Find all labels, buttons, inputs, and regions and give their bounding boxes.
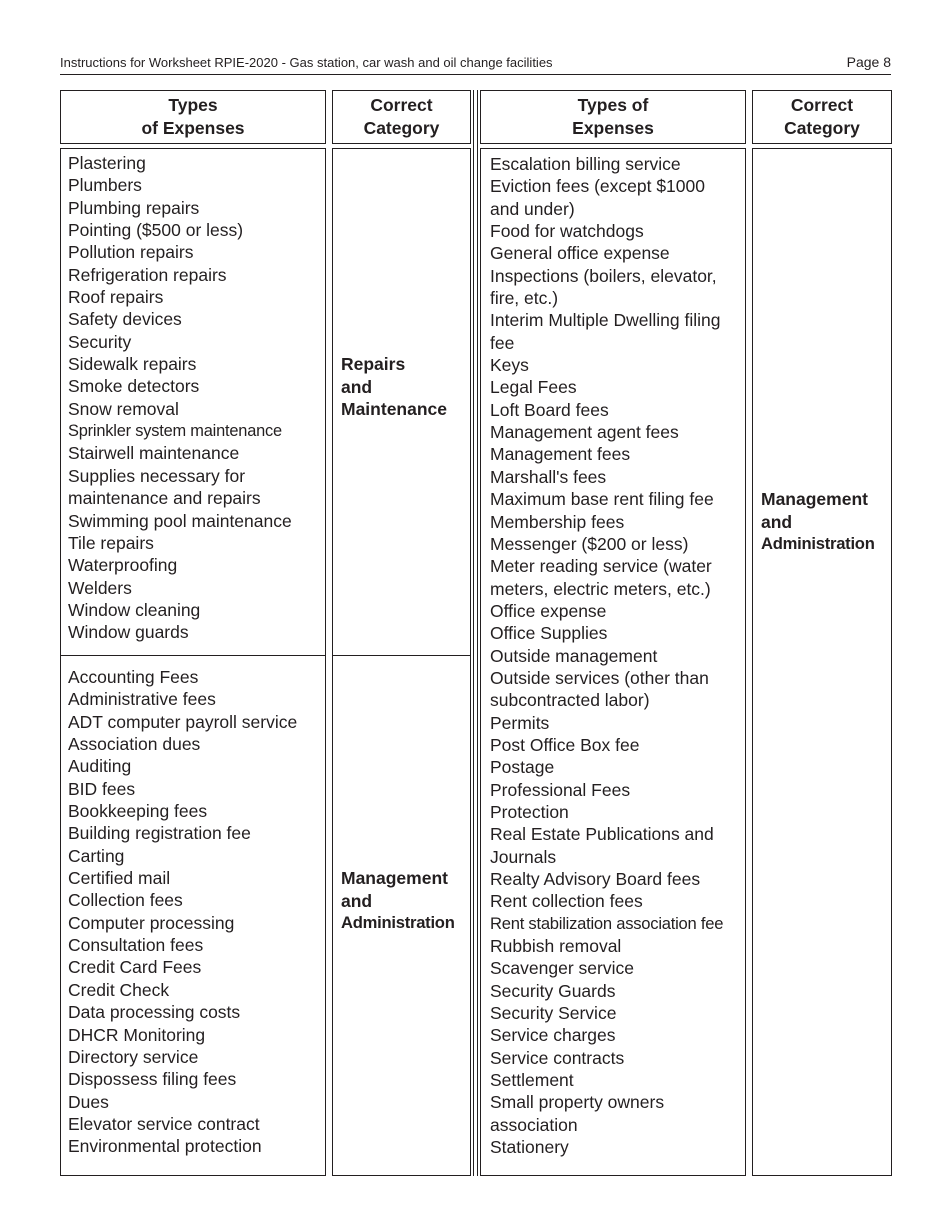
list-item: Keys xyxy=(490,355,529,376)
left-group-1-list xyxy=(68,152,292,644)
list-item: Small property owners xyxy=(490,1092,665,1113)
list-item: Office expense xyxy=(490,600,607,621)
list-item: Post Office Box fee xyxy=(490,734,640,755)
list-item: Maximum base rent filing fee xyxy=(490,489,714,510)
list-item: Journals xyxy=(490,846,557,867)
list-item: Food for watchdogs xyxy=(490,221,644,242)
list-item: Marshall's fees xyxy=(490,466,607,487)
list-item: Carting xyxy=(68,845,125,866)
list-item: Rubbish removal xyxy=(490,936,622,957)
list-item: Rent stabilization association fee xyxy=(490,913,724,933)
list-item: fee xyxy=(490,332,515,353)
list-item: maintenance and repairs xyxy=(68,488,261,509)
header-left-category: Correct Category xyxy=(332,90,471,144)
category-management-administration-right: Management and Administration xyxy=(761,489,875,553)
list-item: meters, electric meters, etc.) xyxy=(490,578,711,599)
group-divider-types xyxy=(60,655,326,656)
list-item: Plastering xyxy=(68,153,146,173)
list-item: Inspections (boilers, elevator, xyxy=(490,265,717,286)
list-item: Settlement xyxy=(490,1070,574,1091)
header-right-category: Correct Category xyxy=(752,90,892,144)
list-item: association xyxy=(490,1114,578,1135)
group-divider-category xyxy=(332,655,471,656)
list-item: Rent collection fees xyxy=(490,891,643,912)
left-category-box xyxy=(332,148,471,1176)
list-item: Security Guards xyxy=(490,980,616,1001)
list-item: Management agent fees xyxy=(490,422,679,443)
list-item: Legal Fees xyxy=(490,377,577,398)
list-item: Computer processing xyxy=(68,912,235,933)
list-item: Waterproofing xyxy=(68,555,178,576)
list-item: Credit Card Fees xyxy=(68,957,202,978)
list-item: Professional Fees xyxy=(490,779,631,800)
list-item: Refrigeration repairs xyxy=(68,264,227,285)
list-item: Credit Check xyxy=(68,979,170,1000)
list-item: Window cleaning xyxy=(68,599,201,620)
right-group-list xyxy=(490,153,723,1158)
list-item: Pollution repairs xyxy=(68,242,194,263)
list-item: Window guards xyxy=(68,622,189,643)
list-item: Service charges xyxy=(490,1025,616,1046)
list-item: Data processing costs xyxy=(68,1002,241,1023)
list-item: Accounting Fees xyxy=(68,667,199,687)
list-item: Stationery xyxy=(490,1137,569,1158)
list-item: Security xyxy=(68,331,132,352)
list-item: Sidewalk repairs xyxy=(68,354,197,375)
list-item: Dues xyxy=(68,1091,109,1112)
list-item: Stairwell maintenance xyxy=(68,443,240,464)
page-number: Page 8 xyxy=(846,54,891,70)
list-item: Swimming pool maintenance xyxy=(68,510,292,531)
list-item: DHCR Monitoring xyxy=(68,1024,206,1045)
list-item: General office expense xyxy=(490,243,670,264)
list-item: Outside services (other than xyxy=(490,667,709,688)
list-item: subcontracted labor) xyxy=(490,690,650,711)
list-item: Supplies necessary for xyxy=(68,465,246,486)
list-item: Collection fees xyxy=(68,890,183,911)
list-item: Real Estate Publications and xyxy=(490,824,714,845)
double-separator-b xyxy=(477,90,478,1176)
list-item: Realty Advisory Board fees xyxy=(490,869,701,889)
list-item: Certified mail xyxy=(68,868,171,889)
list-item: Pointing ($500 or less) xyxy=(68,220,244,241)
list-item: Building registration fee xyxy=(68,823,251,844)
list-item: Eviction fees (except $1000 xyxy=(490,176,705,197)
list-item: Interim Multiple Dwelling filing xyxy=(490,310,721,331)
list-item: Messenger ($200 or less) xyxy=(490,533,689,554)
list-item: Service contracts xyxy=(490,1047,625,1068)
list-item: Environmental protection xyxy=(68,1136,262,1157)
list-item: Loft Board fees xyxy=(490,399,609,420)
list-item: ADT computer payroll service xyxy=(68,711,298,732)
list-item: Escalation billing service xyxy=(490,154,681,174)
document-title: Instructions for Worksheet RPIE-2020 - Gas station, car wash and oil change facilities xyxy=(60,55,553,70)
header-right-types: Types of Expenses xyxy=(480,90,746,144)
list-item: Bookkeeping fees xyxy=(68,801,208,822)
list-item: and under) xyxy=(490,198,575,219)
category-repairs-maintenance: Repairs and Maintenance xyxy=(341,354,447,419)
list-item: Sprinkler system maintenance xyxy=(68,422,282,441)
page-header xyxy=(60,54,891,75)
list-item: Management fees xyxy=(490,444,631,465)
list-item: Smoke detectors xyxy=(68,376,200,397)
left-group-2-list xyxy=(68,666,297,1158)
right-category-box xyxy=(752,148,892,1176)
list-item: Auditing xyxy=(68,756,132,777)
double-separator-a xyxy=(473,90,474,1176)
list-item: Directory service xyxy=(68,1046,199,1067)
list-item: Consultation fees xyxy=(68,935,204,956)
list-item: fire, etc.) xyxy=(490,288,559,309)
list-item: Postage xyxy=(490,757,555,778)
list-item: Security Service xyxy=(490,1003,617,1024)
list-item: Scavenger service xyxy=(490,958,634,979)
list-item: Office Supplies xyxy=(490,623,608,644)
list-item: Elevator service contract xyxy=(68,1113,260,1134)
list-item: BID fees xyxy=(68,778,136,799)
list-item: Tile repairs xyxy=(68,532,154,553)
list-item: Plumbers xyxy=(68,175,142,196)
category-management-administration-left: Management and Administration xyxy=(341,868,455,932)
list-item: Welders xyxy=(68,577,132,598)
list-item: Association dues xyxy=(68,734,201,755)
list-item: Snow removal xyxy=(68,398,179,419)
list-item: Meter reading service (water xyxy=(490,556,712,577)
header-left-types: Types of Expenses xyxy=(60,90,326,144)
list-item: Administrative fees xyxy=(68,689,216,710)
list-item: Roof repairs xyxy=(68,287,164,308)
list-item: Permits xyxy=(490,712,550,733)
list-item: Safety devices xyxy=(68,309,182,330)
list-item: Dispossess filing fees xyxy=(68,1069,237,1090)
list-item: Protection xyxy=(490,801,569,822)
list-item: Plumbing repairs xyxy=(68,197,200,218)
list-item: Outside management xyxy=(490,645,658,666)
list-item: Membership fees xyxy=(490,511,625,532)
